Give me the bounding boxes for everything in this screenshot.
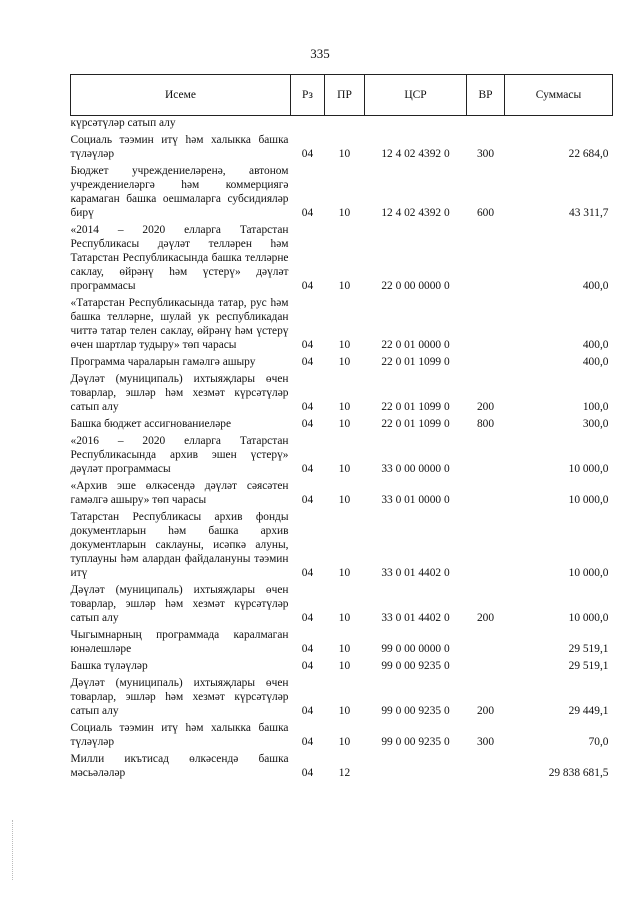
table-row: [71, 673, 613, 718]
cell-name: Социаль тәэмин итү һәм халыкка башка түләүләр: [70, 134, 289, 160]
cell-pr: 12: [338, 767, 351, 779]
cell-vr: 200: [476, 401, 495, 413]
cell-sum: [505, 116, 613, 131]
cell-csr: 12 4 02 4392 0: [381, 148, 450, 160]
cell-pr: 10: [338, 463, 351, 475]
cell-rz: 04: [301, 643, 314, 655]
cell-name: Татарстан Республикасы архив фонды документларын һәм башка архив документларын саклауны, исәпкә алуны, туплауны һәм алардан файдалануны тәэмин итү: [70, 511, 289, 579]
cell-vr: [467, 625, 505, 656]
cell-pr: 10: [338, 356, 351, 368]
cell-sum: 29 449,1: [568, 705, 609, 717]
cell-rz: 04: [301, 339, 314, 351]
table-row: [71, 130, 613, 161]
table-row: [71, 625, 613, 656]
table-row: [71, 414, 613, 431]
cell-csr: 33 0 01 4402 0: [381, 612, 450, 624]
cell-rz: 04: [301, 660, 314, 672]
header-name: Исеме: [71, 75, 291, 116]
cell-sum: 10 000,0: [568, 567, 609, 579]
cell-vr: [467, 116, 505, 131]
budget-table: [70, 74, 613, 780]
margin-mark: [12, 820, 15, 880]
table-row: [71, 220, 613, 293]
cell-csr: 22 0 01 0000 0: [381, 339, 450, 351]
table-row: [71, 749, 613, 780]
cell-vr: 200: [476, 705, 495, 717]
table-row: [71, 293, 613, 352]
cell-rz: 04: [301, 356, 314, 368]
table-row: [71, 580, 613, 625]
header-csr: ЦСР: [365, 75, 467, 116]
cell-name: «Архив эше өлкәсендә дәүләт сәясәтен гамәлгә ашыру» төп чарасы: [70, 480, 289, 506]
cell-csr: 99 0 00 9235 0: [381, 705, 450, 717]
cell-rz: 04: [301, 736, 314, 748]
cell-sum: 400,0: [582, 339, 609, 351]
cell-name: Дәүләт (муниципаль) ихтыяҗлары өчен товарлар, эшләр һәм хезмәт күрсәтүләр сатып алу: [70, 373, 289, 413]
cell-rz: 04: [301, 207, 314, 219]
cell-pr: 10: [338, 612, 351, 624]
cell-vr: 200: [476, 612, 495, 624]
table-body: [71, 116, 613, 781]
cell-csr: 33 0 01 0000 0: [381, 494, 450, 506]
cell-vr: [467, 749, 505, 780]
cell-rz: 04: [301, 612, 314, 624]
cell-csr: 22 0 00 0000 0: [381, 280, 450, 292]
table-row: [71, 476, 613, 507]
table-row: [71, 369, 613, 414]
cell-csr: [365, 116, 467, 131]
cell-csr: 99 0 00 9235 0: [381, 660, 450, 672]
cell-name: «Татарстан Республикасында татар, рус һәм башка телләрне, шулай ук республикадан читтә татар телен саклау, өйрәнү һәм үстерү өчен шартлар тудыру» төп чарасы: [70, 297, 289, 351]
cell-sum: 43 311,7: [569, 207, 609, 219]
cell-csr: 33 0 01 4402 0: [381, 567, 450, 579]
cell-vr: 300: [476, 148, 495, 160]
table-row: [71, 507, 613, 580]
cell-sum: 22 684,0: [568, 148, 609, 160]
cell-pr: [325, 116, 365, 131]
cell-pr: 10: [338, 401, 351, 413]
cell-sum: 100,0: [582, 401, 609, 413]
cell-rz: 04: [301, 494, 314, 506]
cell-pr: 10: [338, 705, 351, 717]
cell-rz: 04: [301, 418, 314, 430]
table-row: [71, 431, 613, 476]
table-row: [71, 116, 613, 131]
cell-pr: 10: [338, 418, 351, 430]
cell-sum: 29 519,1: [568, 660, 609, 672]
table-row: [71, 352, 613, 369]
cell-rz: 04: [301, 280, 314, 292]
header-vr: ВР: [467, 75, 505, 116]
cell-vr: 600: [476, 207, 495, 219]
cell-rz: 04: [301, 567, 314, 579]
cell-pr: 10: [338, 736, 351, 748]
cell-csr: 99 0 00 0000 0: [381, 643, 450, 655]
cell-name: Дәүләт (муниципаль) ихтыяҗлары өчен товарлар, эшләр һәм хезмәт күрсәтүләр сатып алу: [70, 584, 289, 624]
header-sum: Суммасы: [505, 75, 613, 116]
cell-name: Милли икътисад өлкәсендә башка мәсьәләләр: [70, 753, 289, 779]
header-pr: ПР: [325, 75, 365, 116]
cell-vr: [467, 656, 505, 673]
cell-vr: [467, 352, 505, 369]
cell-sum: 70,0: [588, 736, 609, 748]
cell-rz: 04: [301, 148, 314, 160]
cell-sum: 29 519,1: [568, 643, 609, 655]
cell-sum: 10 000,0: [568, 494, 609, 506]
cell-vr: [467, 431, 505, 476]
cell-name: Программа чараларын гамәлгә ашыру: [70, 356, 256, 368]
cell-vr: 800: [476, 418, 495, 430]
cell-pr: 10: [338, 567, 351, 579]
cell-vr: [467, 220, 505, 293]
cell-sum: 10 000,0: [568, 612, 609, 624]
header-rz: Рз: [291, 75, 325, 116]
cell-vr: 300: [476, 736, 495, 748]
cell-pr: 10: [338, 280, 351, 292]
page-number: 335: [310, 46, 330, 61]
cell-vr: [467, 293, 505, 352]
cell-pr: 10: [338, 643, 351, 655]
cell-name: Социаль тәэмин итү һәм халыкка башка түләүләр: [70, 722, 289, 748]
cell-sum: 400,0: [582, 356, 609, 368]
cell-name: «2014 – 2020 елларга Татарстан Республикасы дәүләт телләрен һәм Татарстан Республикасында башка телләрне саклау, өйрәнү һәм үстерү» дәүләт программасы: [70, 224, 289, 292]
cell-csr: [365, 749, 467, 780]
cell-rz: 04: [301, 705, 314, 717]
cell-name: Башка түләүләр: [70, 660, 148, 672]
cell-csr: 22 0 01 1099 0: [381, 401, 450, 413]
cell-pr: 10: [338, 339, 351, 351]
cell-name: Дәүләт (муниципаль) ихтыяҗлары өчен товарлар, эшләр һәм хезмәт күрсәтүләр сатып алу: [70, 677, 289, 717]
cell-pr: 10: [338, 148, 351, 160]
cell-rz: 04: [301, 401, 314, 413]
cell-rz: 04: [301, 767, 314, 779]
cell-name: «2016 – 2020 елларга Татарстан Республикасында архив эшен үстерү» дәүләт программасы: [70, 435, 289, 475]
cell-sum: 400,0: [582, 280, 609, 292]
table-header-row: [71, 75, 613, 116]
cell-rz: [291, 116, 325, 131]
cell-pr: 10: [338, 660, 351, 672]
table-row: [71, 656, 613, 673]
cell-csr: 99 0 00 9235 0: [381, 736, 450, 748]
cell-csr: 22 0 01 1099 0: [381, 356, 450, 368]
cell-csr: 33 0 00 0000 0: [381, 463, 450, 475]
cell-pr: 10: [338, 494, 351, 506]
cell-csr: 22 0 01 1099 0: [381, 418, 450, 430]
table-row: [71, 718, 613, 749]
cell-csr: 12 4 02 4392 0: [381, 207, 450, 219]
cell-name: күрсәтүләр сатып алу: [70, 117, 176, 129]
cell-rz: 04: [301, 463, 314, 475]
cell-name: Чыгымнарның программада каралмаган юнәлешләре: [70, 629, 289, 655]
table-row: [71, 161, 613, 220]
cell-sum: 10 000,0: [568, 463, 609, 475]
cell-pr: 10: [338, 207, 351, 219]
cell-sum: 29 838 681,5: [548, 767, 609, 779]
cell-vr: [467, 507, 505, 580]
cell-name: Бюджет учреждениеләренә, автоном учреждениеләргә һәм коммерциягә карамаган башка оешмаларга субсидияләр бирү: [70, 165, 289, 219]
cell-name: Башка бюджет ассигнованиеләре: [70, 418, 232, 430]
cell-vr: [467, 476, 505, 507]
cell-sum: 300,0: [582, 418, 609, 430]
